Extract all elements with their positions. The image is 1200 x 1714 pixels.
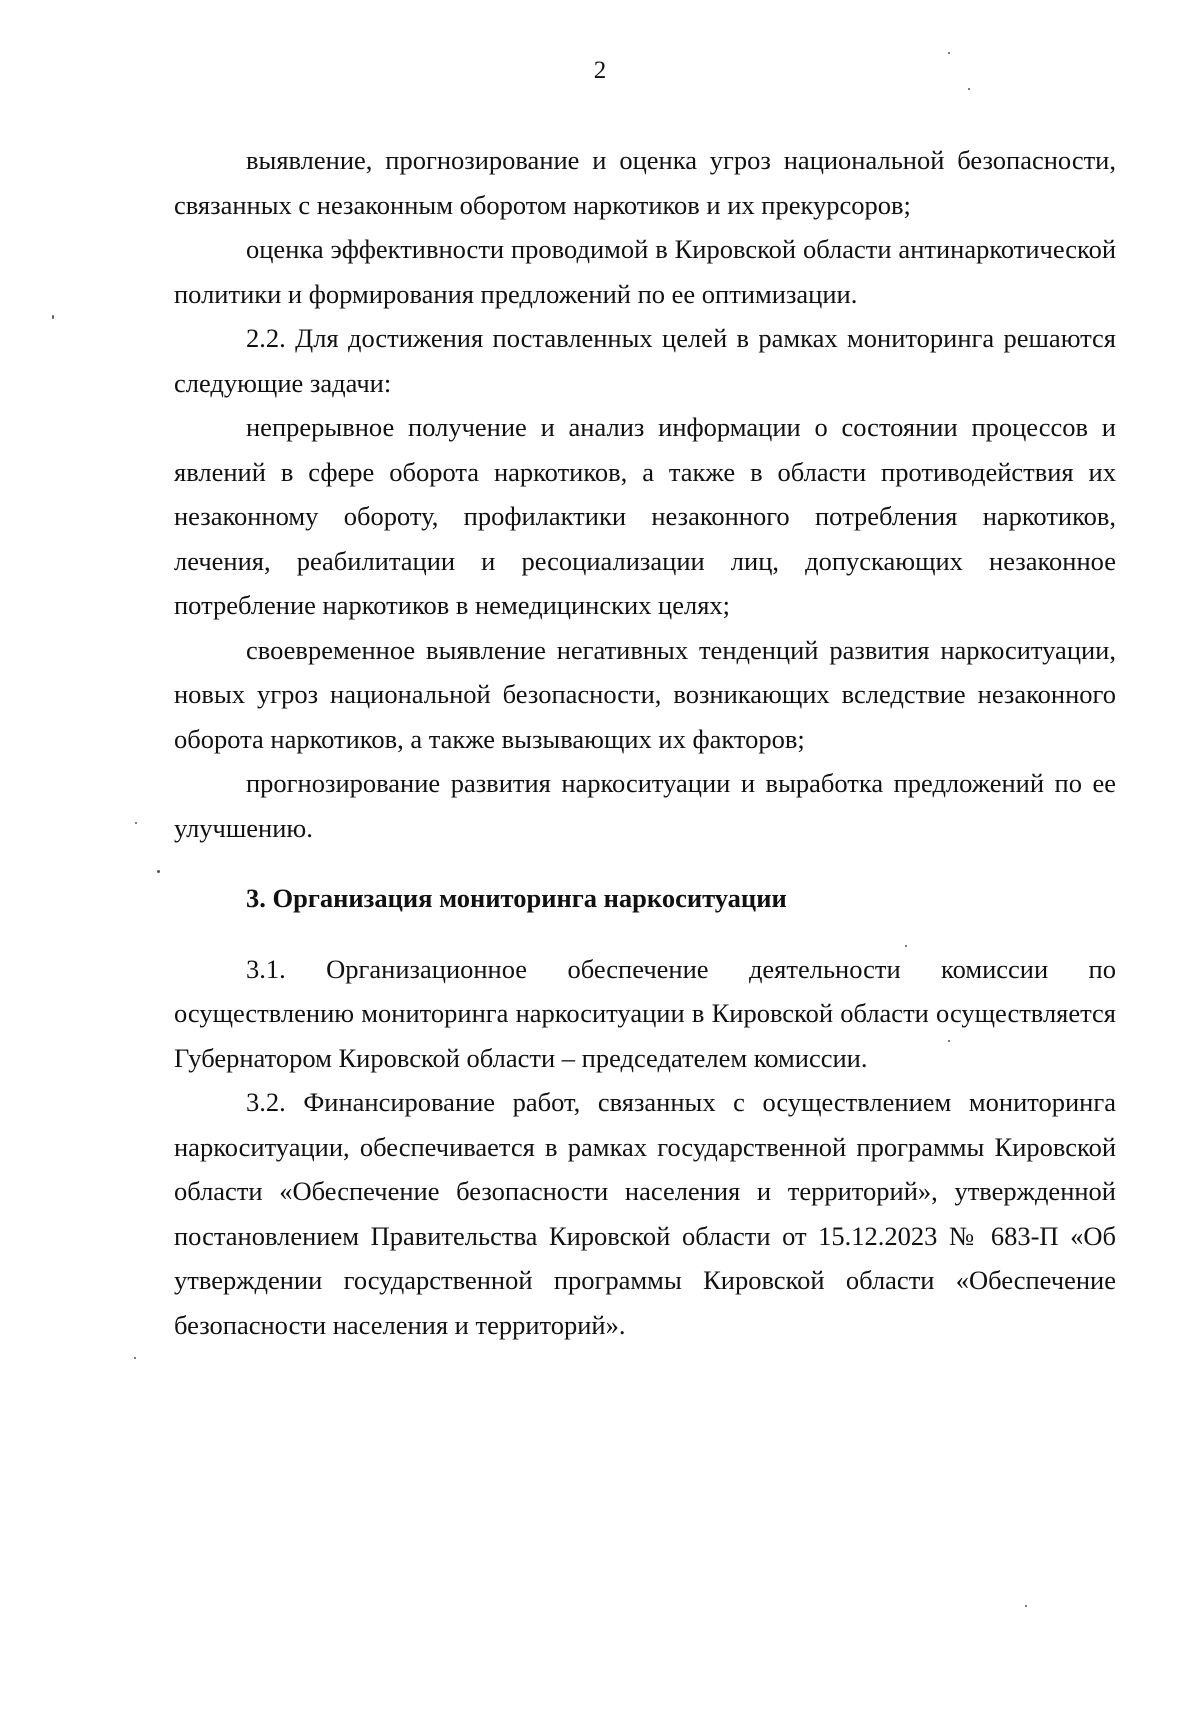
scan-speck	[52, 315, 54, 319]
paragraph-3-1: 3.1. Организационное обеспечение деятельности комиссии по осуществлению мониторинга наркоситуации в Кировской области осуществляется Губернатором Кировской области – председателем комиссии.	[174, 953, 1116, 1073]
section-heading: 3. Организация мониторинга наркоситуации	[246, 883, 787, 913]
scan-speck	[135, 822, 137, 824]
page-number: 2	[593, 57, 607, 84]
paragraph-3-2: 3.2. Финансирование работ, связанных с осуществлением мониторинга наркоситуации, обеспечивается в рамках государственной программы Кировской области «Обеспечение безопасности населения и территорий», утвержденной постановлением Правительства Кировской области от 15.12.2023 № 683-П «Об утверждении государственной программы Кировской области «Обеспечение безопасности населения и территорий».	[174, 1087, 1116, 1340]
scan-speck	[1025, 1605, 1027, 1607]
scan-speck	[134, 1357, 136, 1359]
scan-speck	[905, 945, 907, 947]
paragraph-forecasting: прогнозирование развития наркоситуации и выработка предложений по ее улучшению.	[174, 768, 1116, 843]
scan-speck	[948, 52, 950, 54]
scan-speck	[157, 870, 160, 873]
paragraph-timely-detection: своевременное выявление негативных тенденций развития наркоситуации, новых угроз национальной безопасности, возникающих вследствие незаконного оборота наркотиков, а также вызывающих их факторов;	[174, 634, 1116, 754]
paragraph-continuous-analysis: непрерывное получение и анализ информации о состоянии процессов и явлений в сфере оборота наркотиков, а также в области противодействия их незаконному обороту, профилактики незаконного потребления наркотиков, лечения, реабилитации и ресоциализации лиц, допускающих незаконное потребление наркотиков в немедицинских целях;	[174, 412, 1116, 620]
scan-speck	[968, 88, 970, 90]
scan-speck	[948, 1040, 950, 1042]
document-body	[174, 138, 1116, 1347]
paragraph-threat-identification: выявление, прогнозирование и оценка угроз национальной безопасности, связанных с незаконным оборотом наркотиков и их прекурсоров;	[174, 145, 1116, 220]
paragraph-policy-evaluation: оценка эффективности проводимой в Кировской области антинаркотической политики и формирования предложений по ее оптимизации.	[174, 234, 1116, 309]
paragraph-2-2: 2.2. Для достижения поставленных целей в рамках мониторинга решаются следующие задачи:	[174, 323, 1116, 398]
